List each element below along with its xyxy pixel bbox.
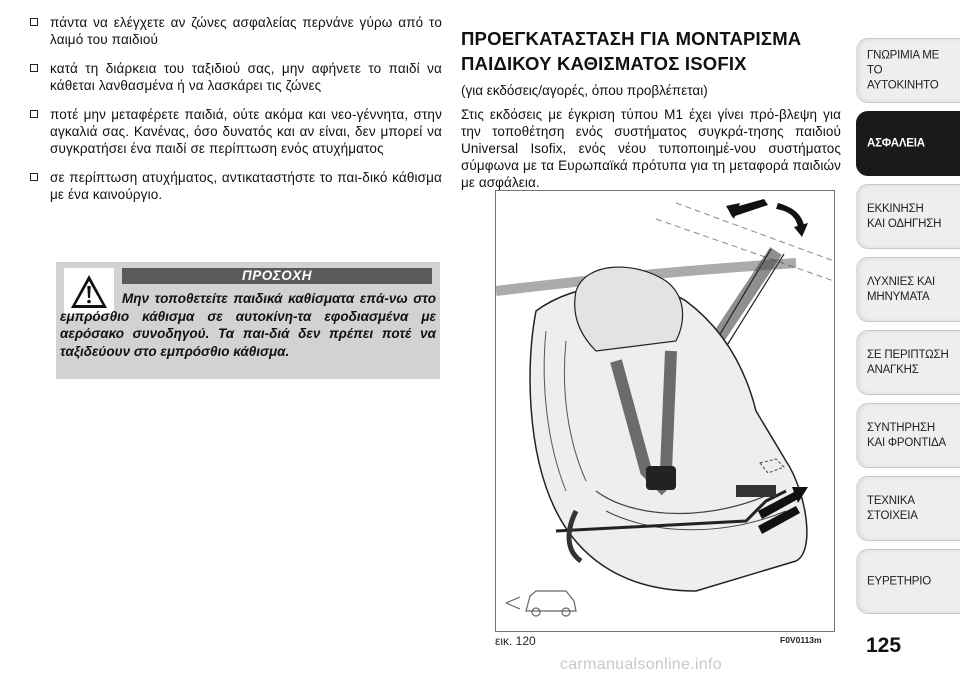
tab-label: ΤΕΧΝΙΚΑ ΣΤΟΙΧΕΙΑ <box>867 494 918 522</box>
tab-emergency[interactable] <box>856 330 960 395</box>
bullet-text: ποτέ μην μεταφέρετε παιδιά, ούτε ακόμα και νεο-γέννητα, στην αγκαλιά σας. Κανένας, όσο δυνατός και αν είναι, δεν μπορεί να συγκρατήσει ένα παιδί σε περίπτωση ενός ατυχήματος <box>50 107 442 156</box>
warning-box <box>56 262 440 379</box>
tab-label: ΕΥΡΕΤΗΡΙΟ <box>867 575 932 587</box>
tab-label: ΓΝΩΡΙΜΙΑ ΜΕ ΤΟ ΑΥΤΟΚΙΝΗΤΟ <box>867 49 940 91</box>
list-item <box>30 169 442 203</box>
bullet-list <box>30 14 442 215</box>
tab-label: ΕΚΚΙΝΗΣΗ ΚΑΙ ΟΔΗΓΗΣΗ <box>867 202 942 230</box>
checkbox-square-icon <box>30 18 38 26</box>
list-item <box>30 60 442 94</box>
warning-text: Μην τοποθετείτε παιδικά καθίσματα επά-νω στο εμπρόσθιο κάθισμα σε αυτοκίνη-τα εφοδιασμένα με αερόσακο συνοδηγού. Τα παι-διά δεν πρέπει ποτέ να ταξιδεύουν στο εμπρόσθιο κάθισμα. <box>60 291 436 359</box>
main-content <box>461 26 841 191</box>
tab-index[interactable] <box>856 549 960 614</box>
tab-technical-data[interactable] <box>856 476 960 541</box>
checkbox-square-icon <box>30 173 38 181</box>
tab-label: ΣΥΝΤΗΡΗΣΗ ΚΑΙ ΦΡΟΝΤΙΔΑ <box>867 421 946 449</box>
figure-code: F0V0113m <box>780 635 822 645</box>
list-item <box>30 14 442 48</box>
tab-label: ΛΥΧΝΙΕΣ ΚΑΙ ΜΗΝΥΜΑΤΑ <box>867 275 935 303</box>
checkbox-square-icon <box>30 64 38 72</box>
tab-starting-driving[interactable] <box>856 184 960 249</box>
figure-caption: εικ. 120 <box>495 634 536 648</box>
page-number: 125 <box>866 634 902 657</box>
body-paragraph: Στις εκδόσεις με έγκριση τύπου M1 έχει γίνει πρό-βλεψη για την τοποθέτηση ενός συστήματος συγκρά-τησης παιδιού Universal Isofix, ενός νέου τυποποιημέ-νου συστήματος σύμφωνα με τα Ευρωπαϊκά πρότυπα για τη μεταφορά παιδιών με ασφάλεια. <box>461 107 841 190</box>
bullet-text: κατά τη διάρκεια του ταξιδιού σας, μην αφήνετε το παιδί να κάθεται λανθασμένα ή να λασκάρει τις ζώνες <box>50 61 442 93</box>
tab-label: ΣΕ ΠΕΡΙΠΤΩΣΗ ΑΝΑΓΚΗΣ <box>867 348 949 376</box>
isofix-figure <box>495 190 835 632</box>
list-item <box>30 106 442 157</box>
warning-heading: ΠΡΟΣΟΧΗ <box>122 268 432 284</box>
tab-safety[interactable] <box>856 111 960 176</box>
tab-label: ΑΣΦΑΛΕΙΑ <box>867 137 925 149</box>
bullet-text: πάντα να ελέγχετε αν ζώνες ασφαλείας περνάνε γύρω από το λαιμό του παιδιού <box>50 15 442 47</box>
tab-vehicle-intro[interactable] <box>856 38 960 103</box>
tab-maintenance[interactable] <box>856 403 960 468</box>
page-title: ΠΡΟΕΓΚΑΤΑΣΤΑΣΗ ΓΙΑ ΜΟΝΤΑΡΙΣΜΑ ΠΑΙΔΙΚΟΥ ΚΑΘΙΣΜΑΤΟΣ ISOFIX <box>461 28 802 74</box>
section-tabs <box>856 38 960 622</box>
watermark: carmanualsonline.info <box>560 656 722 673</box>
tab-warning-lights[interactable] <box>856 257 960 322</box>
page-subtitle: (για εκδόσεις/αγορές, όπου προβλέπεται) <box>461 83 708 98</box>
bullet-text: σε περίπτωση ατυχήματος, αντικαταστήστε το παι-δικό κάθισμα με ένα καινούργιο. <box>50 170 442 202</box>
isofix-child-seat-illustration <box>496 191 834 631</box>
checkbox-square-icon <box>30 110 38 118</box>
